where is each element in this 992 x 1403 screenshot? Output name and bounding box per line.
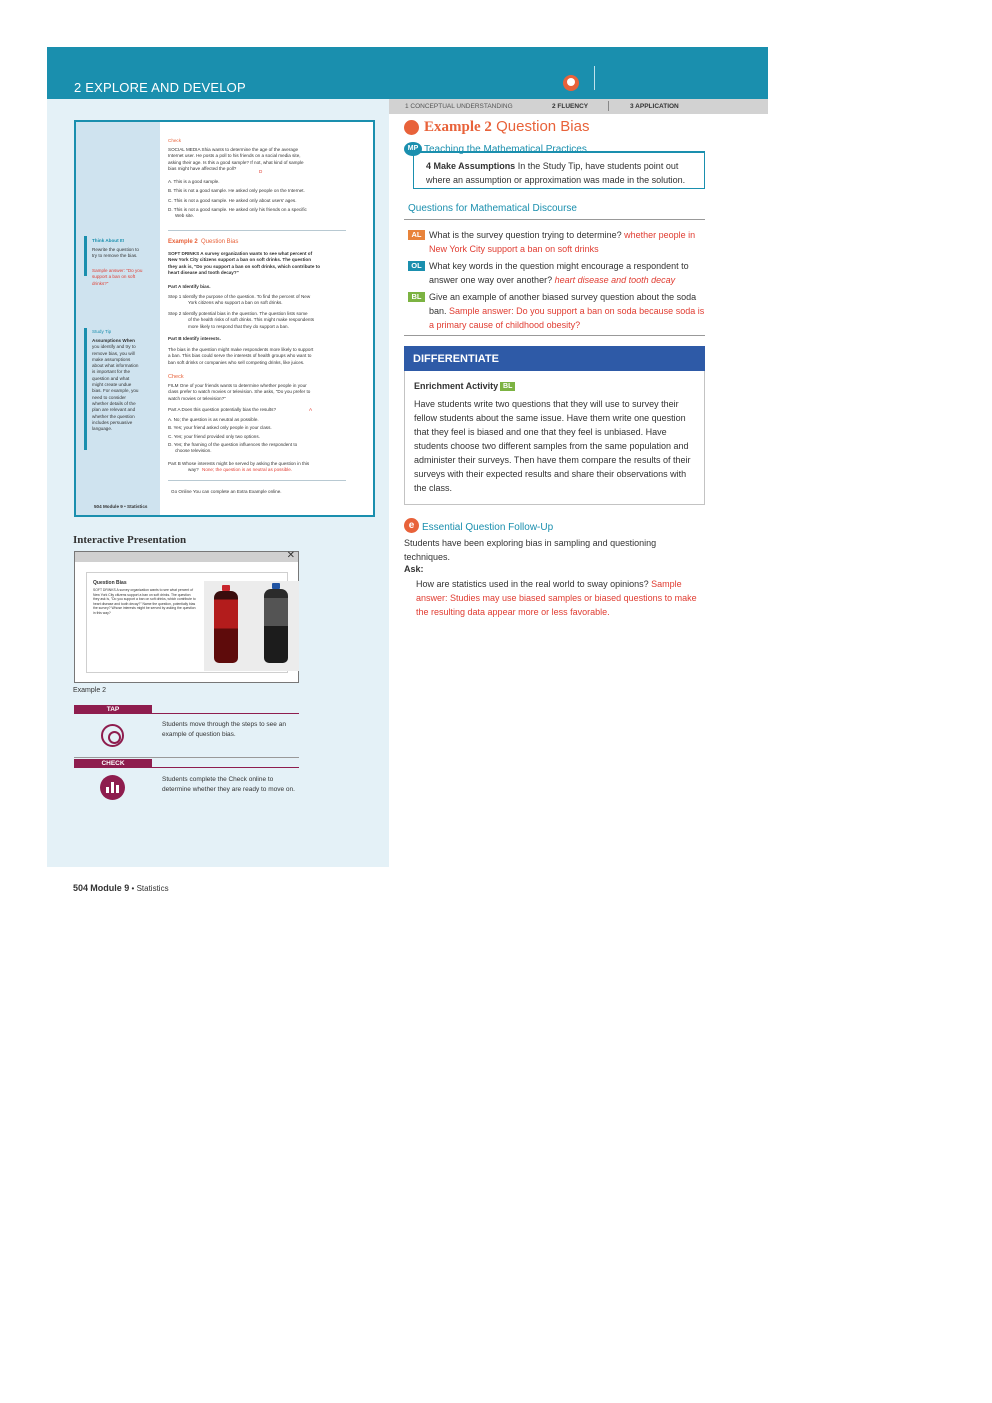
discourse-title: Questions for Mathematical Discourse [408,203,577,214]
part-b-text: The bias in the question might make respondents more likely to support a ban. This bias could serve the interests of health groups who want to ban soft drinks or companies who sell competing drinks, like juices. [168,347,314,365]
slide-text: SOFT DRINKS A survey organization wants to see what percent of New York City citizens support a ban on soft drinks. The question they ask is, "Do you support a ban on soft drinks, which contribute to heart disease and tooth decay?" Name the question, potentially bias the survey? Whose interests might be served by asking the question in this way? [93,588,196,615]
page-footer [73,883,169,893]
example-heading [424,118,589,136]
check-options: A. This is a good sample. B. This is not a good sample. He asked only people on the Internet. C. This is not a good sample. He asked only about users' ages. D. This is not a good sample. He asked only his friends on a specific Web site. [168,179,307,219]
part-a: Part A Identify bias. [168,284,211,289]
level-badge-al: AL [408,230,425,240]
study-tip-bar [84,328,87,450]
presentation-window [74,551,299,683]
dark-soda-bottle [264,589,288,663]
check-label: Check [168,138,182,143]
mathematical-practices-icon: MP [404,142,422,156]
essential-question-text: Students have been exploring bias in sampling and questioning techniques. [404,538,657,562]
collaboration-icon [563,75,579,91]
level-badge-bl: BL [500,382,515,391]
tap-target-icon [101,724,124,747]
presentation-caption: Example 2 [73,687,107,694]
footer-separator: • [131,884,135,893]
rigor-tabs [389,99,768,114]
check-question: SOCIAL MEDIA Shia wants to determine the age of the average Internet user. He posts a poll to his friends on a social media site, asking their age. Is this a good sample? If not, what kind of sample bias might have affected the poll? [168,147,304,171]
section-title: 2 EXPLORE AND DEVELOP [74,80,246,95]
check-2-label: Check [168,374,184,380]
discourse-answer: heart disease and tooth decay [554,275,676,285]
differentiate-header: DIFFERENTIATE [404,346,705,371]
go-online-note: Go Online You can complete an Extra Example online. [171,489,282,494]
enrichment-text: Have students write two questions that they will use to survey their fellow students about the same issue. Have them write one question that they feel is biased and one that they feel is unbiased. Have students choose two different samples from the same population and administer their surveys. Then have them compare the results of their surveys with their expected results and share their observations with the class. [414,399,691,493]
module-label: Module 9 [90,883,130,893]
divider [74,757,299,758]
check-answer: D [259,169,263,174]
essential-question-prompt: How are statistics used in the real world to sway opinions? Sample answer: Studies may use biased samples or biased questions to make the resulting data appear more or less favorable. [416,579,697,617]
check-2-part-a: Part A Does this question potentially bias the results? [168,407,277,412]
step-2: Step 2 Identify potential bias in the question. The question lists some of the health risks of soft drinks. This might make respondents more likely to respond that they do support a ban. [168,311,315,329]
discourse-question: What key words in the question might encourage a respondent to answer one way over another? heart disease and tooth decay [429,261,689,285]
check-2-answer: A [309,407,313,412]
tap-description: Students move through the steps to see an example of question bias. [162,721,286,738]
page-number: 504 [73,883,89,893]
soda-bottles-photo [204,581,299,671]
discourse-question: Give an example of another biased survey question about the soda ban. Sample answer: Do you support a ban on soda because soda is a primary cause of childhood obesity? [429,292,705,330]
study-tip-title: Study Tip [92,329,112,334]
divider [168,480,346,481]
step-1: Step 1 Identify the purpose of the question. To find the percent of New York citizens who support a ban on soft drinks. [168,294,311,306]
section-header [47,47,768,99]
enrichment-title: Enrichment Activity BL [414,381,515,391]
divider [404,335,705,336]
study-tip-text: Assumptions When you identify and try to remove bias, you will make assumptions about what information is important for the question and what might create undue bias. For example, you need to consider whether details of the plan are relevant and whether the question includes persuasive language. [92,338,139,432]
check-2-part-b: Part B Whose interests might be served by asking the question in this way? [168,461,310,473]
globe-icon [404,120,419,135]
student-page-thumbnail [74,120,375,517]
think-title: Think About It! [92,238,125,243]
discourse-answer: whether people in New York City support a ban on soft drinks [429,230,696,254]
part-b: Part B Identify interests. [168,336,221,341]
check-badge: CHECK [74,759,152,768]
discourse-answer: Sample answer: Do you support a ban on soda because soda is a primary cause of childhood obesity? [429,306,705,330]
example-label: Example 2 [424,119,492,135]
tab-divider [608,101,609,111]
essential-question-icon: e [404,518,419,533]
tab-fluency: 2 FLUENCY [552,103,589,110]
example-label: Example 2 [168,239,198,245]
presentation-titlebar [75,552,298,562]
level-badge-ol: OL [408,261,425,271]
mathematical-practices-text [426,159,700,187]
ask-label: Ask: [404,564,424,574]
close-icon[interactable]: ✕ [286,550,295,561]
thumbnail-footer: 504 Module 9 • Statistics [94,504,148,509]
tap-rule [152,713,299,714]
check-2-options: A. No; the question is as neutral as possible. B. Yes; your friend asked only people in your class. C. Yes; your friend provided only two options. D. Yes; the framing of the question influences the respondent to choose television. [168,417,298,454]
mathematical-practices-box [413,151,705,189]
think-answer: Sample answer: "Do you support a ban on soft drinks?" [92,268,143,286]
bar-chart-icon [100,775,125,800]
interactive-presentation-title: Interactive Presentation [73,534,187,546]
tab-conceptual-understanding: 1 CONCEPTUAL UNDERSTANDING [405,103,513,110]
tap-badge: TAP [74,705,152,714]
essential-question-title: Essential Question Follow-Up [422,522,554,533]
red-soda-bottle [214,591,238,663]
presentation-slide [86,572,288,673]
divider [168,230,346,231]
practice-description: In the Study Tip, have students point out where an assumption or approximation was made in the solution. [426,161,686,185]
essential-question-answer: Sample answer: Studies may use biased samples or biased questions to make the resulting data appear more or less favorable. [416,579,697,617]
example-subtitle: Question Bias [201,239,239,245]
topic-label: Statistics [136,884,169,893]
think-bar [84,236,87,276]
level-badge-bl: BL [408,292,425,302]
check-2-question: FILM One of your friends wants to determine whether people in your class prefer to watch movies or television. She asks, "Do you prefer to watch movies or television?" [168,383,311,401]
divider [404,219,705,220]
header-divider [594,66,595,90]
discourse-question: What is the survey question trying to determine? whether people in New York City support a ban on soft drinks [429,230,696,254]
think-text: Rewrite the question to try to remove the bias. [92,247,139,259]
mathematical-practices-title: Teaching the Mathematical Practices [424,144,587,155]
thumbnail-sidebar [76,122,160,515]
practice-name: 4 Make Assumptions [426,161,516,171]
slide-title: Question Bias [93,580,127,586]
example-title: Question Bias [496,118,590,135]
differentiate-box [404,371,705,505]
check-rule [152,767,299,768]
tab-application: 3 APPLICATION [630,103,679,110]
check-2-part-b-answer: None; the question is as neutral as possible. [202,467,293,472]
check-description: Students complete the Check online to determine whether they are ready to move on. [162,776,295,793]
example-intro: SOFT DRINKS A survey organization wants to see what percent of New York City citizens support a ban on soft drinks. The question they ask is, "Do you support a ban on soft drinks, which contribute to heart disease and tooth decay?" [168,251,320,275]
